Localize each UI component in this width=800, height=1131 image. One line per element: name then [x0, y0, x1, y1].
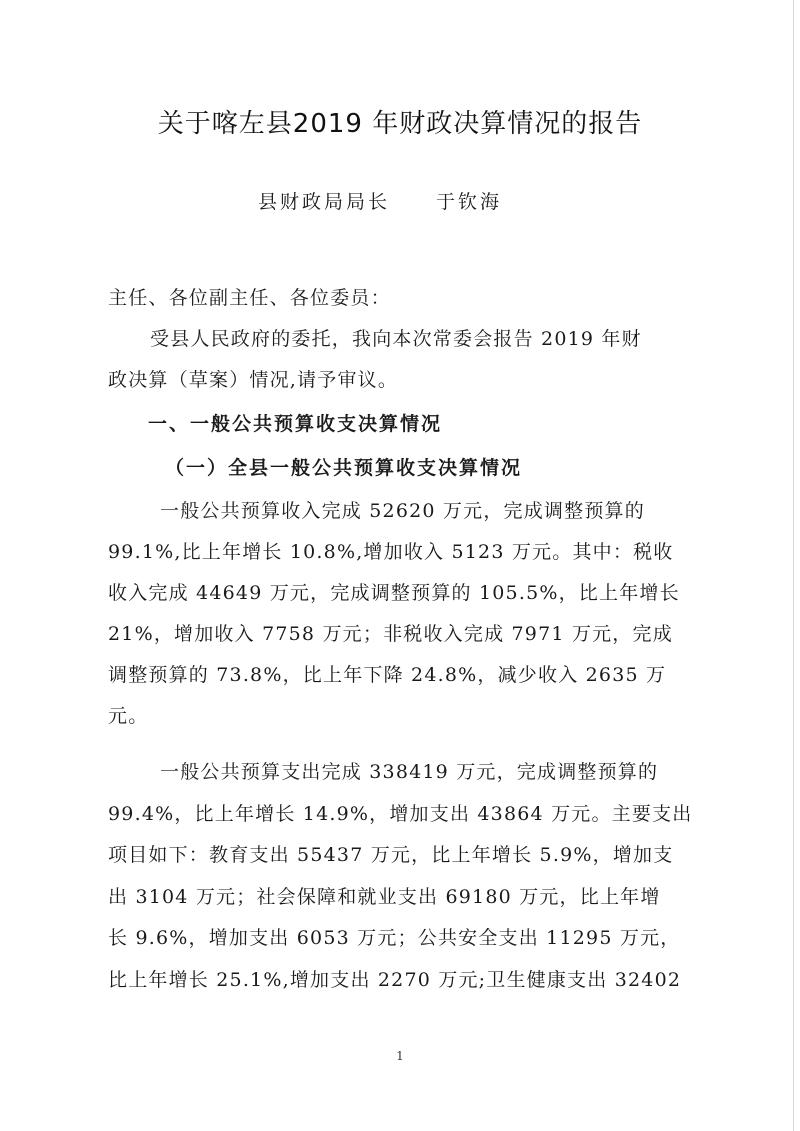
subsection-heading: （一）全县一般公共预算收支决算情况 [165, 457, 523, 479]
salutation: 主任、各位副主任、各位委员： [108, 287, 391, 309]
section-heading: 一、一般公共预算收支决算情况 [148, 413, 443, 435]
paragraph-line: 一般公共预算收入完成 52620 万元，完成调整预算的 [160, 500, 645, 522]
document-title: 关于喀左县2019 年财政决算情况的报告 [157, 109, 643, 139]
author-name: 于钦海 [436, 191, 503, 213]
intro-line: 受县人民政府的委托，我向本次常委会报告 2019 年财 [150, 328, 642, 350]
paragraph-line: 一般公共预算支出完成 338419 万元，完成调整预算的 [160, 761, 659, 783]
paragraph-line: 99.1%,比上年增长 10.8%,增加收入 5123 万元。其中：税收 [108, 541, 674, 563]
paragraph-line: 比上年增长 25.1%,增加支出 2270 万元;卫生健康支出 32402 [108, 969, 682, 991]
intro-line: 政决算（草案）情况,请予审议。 [108, 369, 399, 391]
author-line [258, 187, 502, 214]
page-edge-line [793, 0, 794, 1131]
paragraph-line: 元。 [108, 705, 149, 727]
paragraph-line: 长 9.6%，增加支出 6053 万元；公共安全支出 11295 万元， [108, 927, 681, 949]
paragraph-line: 21%，增加收入 7758 万元；非税收入完成 7971 万元，完成 [108, 623, 673, 645]
author-position: 县财政局局长 [258, 191, 391, 213]
paragraph-line: 收入完成 44649 万元，完成调整预算的 105.5%，比上年增长 [108, 582, 680, 604]
paragraph-line: 出 3104 万元；社会保障和就业支出 69180 万元，比上年增 [108, 886, 661, 908]
paragraph-line: 调整预算的 73.8%，比上年下降 24.8%，减少收入 2635 万 [108, 664, 667, 686]
paragraph-line: 项目如下：教育支出 55437 万元，比上年增长 5.9%，增加支 [108, 844, 674, 866]
paragraph-line: 99.4%，比上年增长 14.9%，增加支出 43864 万元。主要支出 [108, 803, 693, 825]
page-number: 1 [396, 1049, 404, 1063]
